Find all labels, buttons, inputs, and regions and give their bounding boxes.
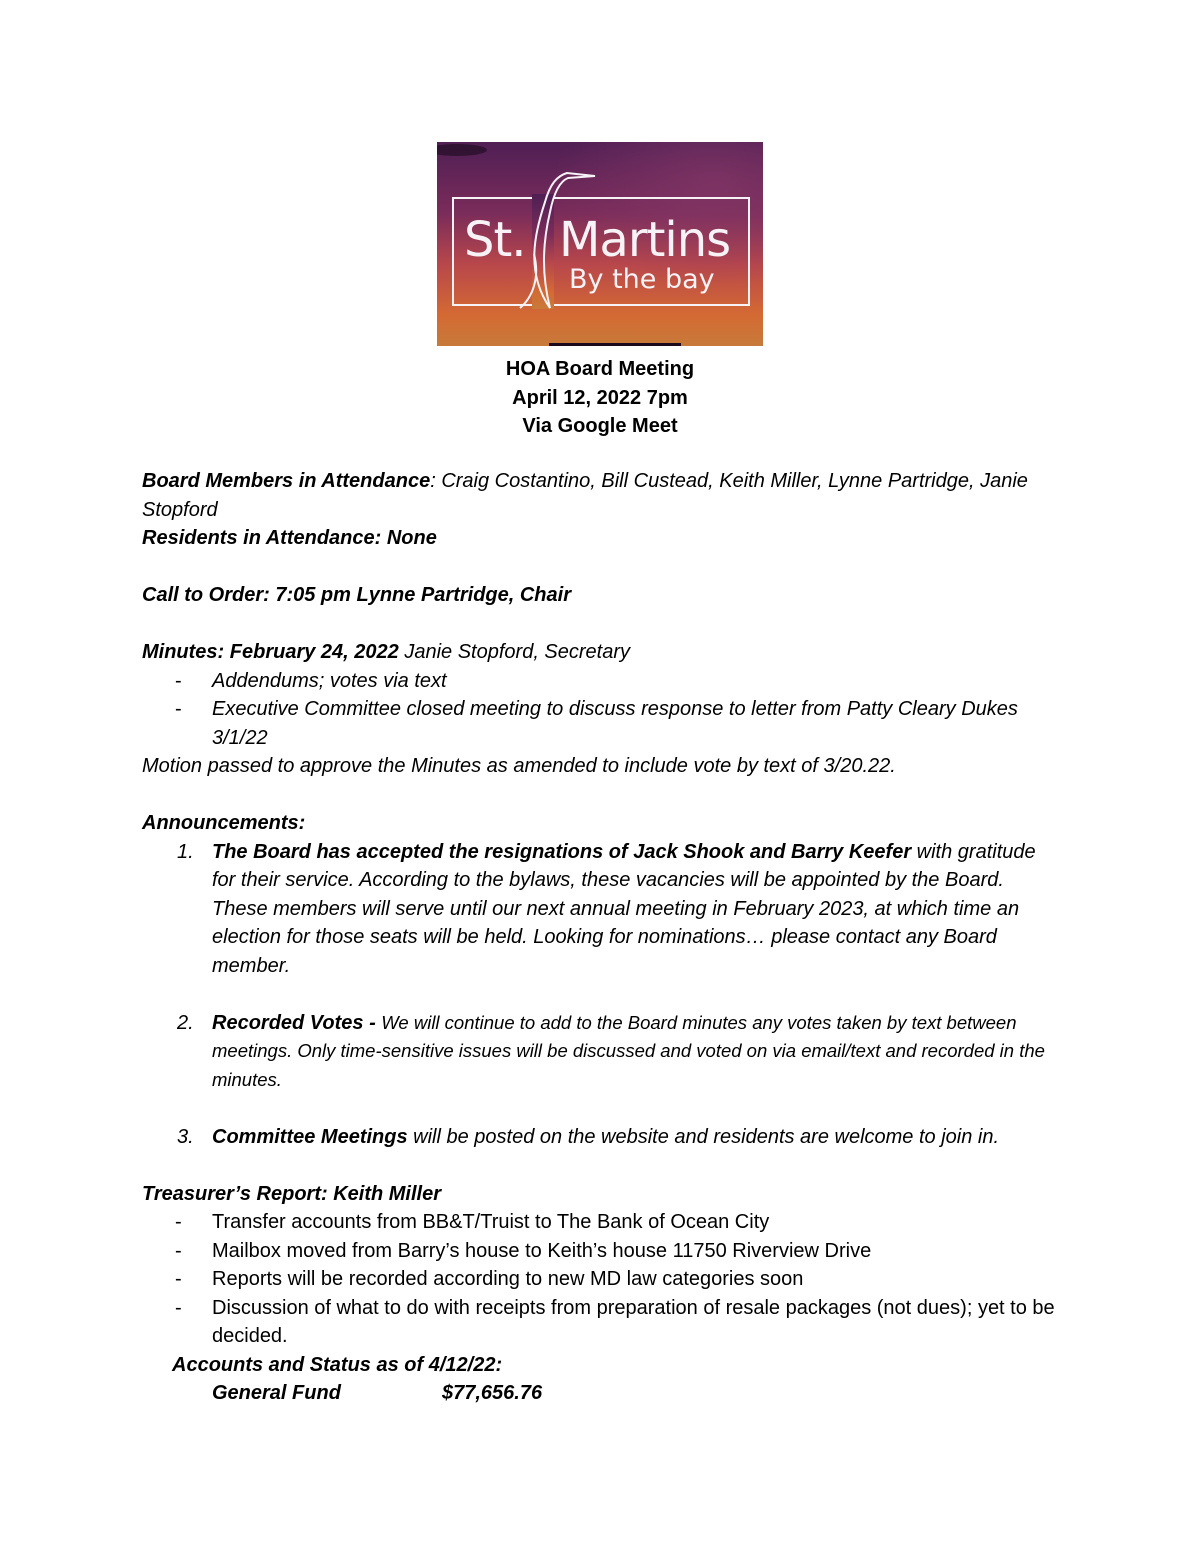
meeting-venue: Via Google Meet: [522, 415, 678, 437]
list-item: [142, 838, 1062, 981]
minutes-label: Minutes: February 24, 2022: [142, 641, 399, 663]
list-item-bold: The Board has accepted the resignations of Jack Shook and Barry Keefer: [212, 840, 912, 863]
minutes-body: [142, 467, 1062, 1408]
list-item-text: Addendums; votes via text: [212, 669, 447, 692]
fund-amount: $77,656.76: [442, 1382, 543, 1404]
list-number: 3.: [177, 1125, 194, 1148]
list-item: - Mailbox moved from Barry’s house to Keith’s house 11750 Riverview Drive: [175, 1239, 872, 1262]
list-item-text: Mailbox moved from Barry’s house to Keith’s house 11750 Riverview Drive: [212, 1239, 872, 1262]
treasurer-list: [142, 1208, 1062, 1351]
list-number: 2.: [177, 1011, 194, 1034]
minutes-heading: [142, 638, 1062, 667]
logo: [437, 142, 763, 346]
board-attendance-names: : Craig Costantino, Bill Custead, Keith Miller, Lynne Partridge, Janie Stopford: [142, 470, 1028, 521]
list-item-text: We will continue to add to the Board minutes any votes taken by text between meetings. Only time-sensitive issues will be discussed and voted on via email/text and recorded in the minutes.: [212, 1011, 1045, 1090]
list-item-bold: Recorded Votes -: [212, 1011, 382, 1034]
list-item: - Addendums; votes via text: [175, 669, 447, 692]
logo-st-text: St.: [464, 212, 526, 268]
document-header: [0, 355, 1200, 441]
call-to-order: Call to Order: 7:05 pm Lynne Partridge, Chair: [142, 584, 571, 606]
announcements-list: [142, 838, 1062, 1152]
accounts-heading: Accounts and Status as of 4/12/22:: [172, 1353, 503, 1376]
list-item-bold: Committee Meetings: [212, 1125, 408, 1148]
fund-name: General Fund: [212, 1382, 341, 1404]
board-attendance-label: Board Members in Attendance: [142, 470, 431, 492]
list-item-text: with gratitude for their service. According to the bylaws, these vacancies will be appointed by the Board. These members will serve until our next annual meeting in February 2023, at which time an election for those seats will be held. Looking for nominations… please contact any Board member.: [212, 840, 1036, 977]
minutes-by: Janie Stopford, Secretary: [398, 641, 631, 663]
logo-martins-text: Martins: [559, 212, 731, 268]
residents-attendance: Residents in Attendance: None: [142, 527, 437, 549]
list-item: - Transfer accounts from BB&T/Truist to The Bank of Ocean City: [175, 1211, 770, 1233]
announcements-heading: Announcements:: [142, 812, 306, 834]
list-item: [142, 1009, 1062, 1095]
list-item: - Executive Committee closed meeting to discuss response to letter from Patty Cleary Dukes 3/1/22: [175, 698, 1018, 749]
list-item-text: will be posted on the website and residents are welcome to join in.: [407, 1125, 1000, 1148]
meeting-date: April 12, 2022 7pm: [512, 386, 688, 409]
logo-tagline: By the bay: [569, 264, 715, 295]
minutes-list: [142, 667, 1062, 753]
treasurer-heading: Treasurer’s Report: Keith Miller: [142, 1182, 441, 1205]
list-item: - Reports will be recorded according to new MD law categories soon: [175, 1268, 804, 1290]
list-item-text: Discussion of what to do with receipts from preparation of resale packages (not dues); yet to be decided.: [212, 1296, 1055, 1347]
list-number: 1.: [177, 840, 194, 863]
list-item-text: Executive Committee closed meeting to discuss response to letter from Patty Cleary Dukes 3/1/22: [212, 698, 1018, 749]
list-item-text: Reports will be recorded according to new MD law categories soon: [212, 1268, 804, 1290]
motion-text: Motion passed to approve the Minutes as amended to include vote by text of 3/20.22.: [142, 755, 896, 777]
meeting-title: HOA Board Meeting: [505, 358, 695, 380]
board-attendance: [142, 467, 1062, 524]
list-item: [142, 1123, 1062, 1152]
list-item: - Discussion of what to do with receipts from preparation of resale packages (not dues); yet to be decided.: [175, 1296, 1055, 1347]
list-item-text: Transfer accounts from BB&T/Truist to The Bank of Ocean City: [212, 1211, 770, 1233]
general-fund-row: [142, 1379, 1062, 1408]
